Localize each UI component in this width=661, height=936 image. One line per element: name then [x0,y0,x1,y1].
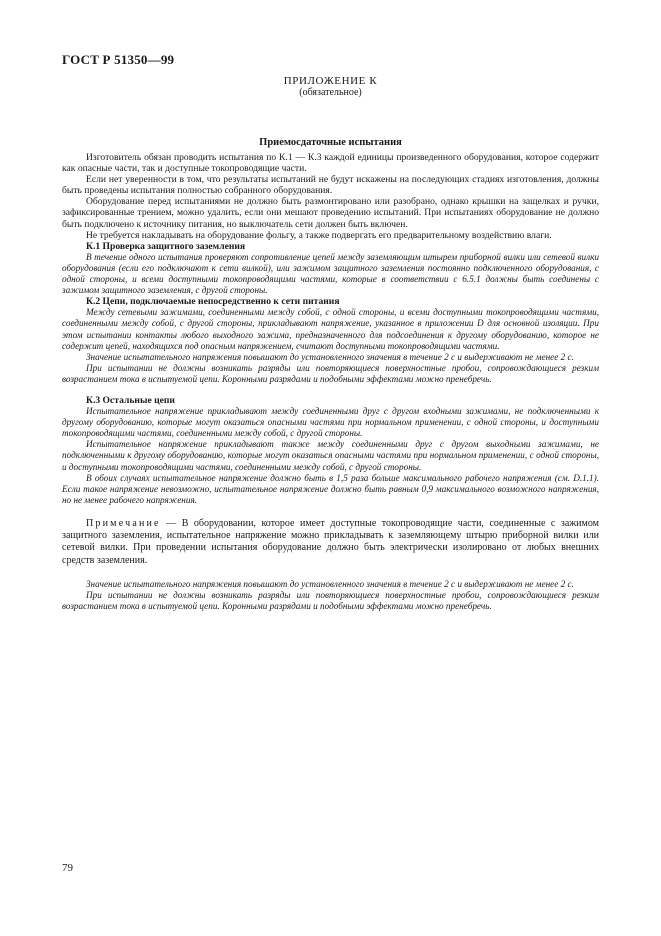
paragraph: Не требуется накладывать на оборудование фольгу, а также подвергать его предварительному воздействию влаги. [86,229,552,241]
k3-text: Испытательное напряжение прикладывают между соединенными друг с другом входными зажимами, не подключенными к другому оборудованию, которые могут оказаться опасными частями при нормальном применении, с одной стороны, и доступными токопроводящими частями, соединенными между собой, с другой стороны. [62,406,599,439]
k1-text: В течение одного испытания проверяют сопротивление цепей между заземляющим штырем приборной вилки или сетевой вилки оборудования (если его подключают к сети вилкой), или зажимом защитного заземления постоянно подключенного оборудования, с одной стороны, и всеми доступными токопроводящими частями, которые в соответствии с 6.5.1 должны быть соединены с зажимом защитного заземления, с другой стороны. [62,251,599,296]
section-title: Приемосдаточные испытания [259,137,402,148]
note-label: Примечание [86,517,161,529]
k2-heading: К.2 Цепи, подключаемые непосредственно к сети питания [86,296,340,308]
k3-text: В обоих случаях испытательное напряжение должно быть в 1,5 раза больше максимального рабочего напряжения (см. D.1.1). Если такое напряжение невозможно, испытательное напряжение должно быть равным 0,9 максимального возможного напряжения, но не менее рабочего напряжения. [62,472,599,505]
closing-text: Значение испытательного напряжения повышают до установленного значения в течение 2 с и выдерживают не менее 2 с. [86,578,574,589]
note-text: — В оборудовании, которое имеет доступные токопроводящие части, соединенные с зажимом защитного заземления, испытательное напряжение можно прикладывать к заземляющему штырю приборной вилки или сетевой вилки. При проведении испытания оборудование должно быть электрически изолировано от любых внешних средств заземления. [62,517,599,566]
closing-text: При испытании не должны возникать разряды или повторяющиеся поверхностные пробои, сопровождающиеся резким возрастанием тока в испытуемой цепи. Коронными разрядами и подобными эффектами можно пренебречь. [62,589,599,611]
k2-text: Между сетевыми зажимами, соединенными между собой, с одной стороны, и всеми доступными токопроводящими частями, соединенными между собой, с другой стороны, прикладывают напряжение, указанное в приложении D для основной изоляции. При этом испытании контакты любого выходного зажима, предназначенного для подсоединения к другому оборудованию, которое не содержит цепей, находящихся под опасным напряжением, считают доступными токопроводящими частями. [62,307,599,351]
k2-text: При испытании не должны возникать разряды или повторяющиеся поверхностные пробои, сопровождающиеся резким возрастанием тока в испытуемой цепи. Коронными разрядами и подобными эффектами можно пренебречь. [62,362,599,384]
appendix-subtitle: (обязательное) [299,87,362,98]
k3-heading: К.3 Остальные цепи [86,394,175,406]
document-body [62,152,599,612]
k3-text: Испытательное напряжение прикладывают также между соединенными друг с другом выходными зажимами, не подключенными к другому оборудованию, которые могут оказаться опасными частями при нормальном применении, с одной стороны, и доступными токопроводящими частями, соединенными между собой, с другой стороны. [62,439,599,472]
k1-heading: К.1 Проверка защитного заземления [86,240,246,252]
note-paragraph [62,518,599,567]
paragraph: Изготовитель обязан проводить испытания по К.1 — К.3 каждой единицы произведенного оборудования, которое содержит как опасные части, так и доступные токопроводящие части. [62,152,599,175]
standard-header: ГОСТ Р 51350—99 [62,52,175,67]
page-number: 79 [62,862,73,874]
k2-text: Значение испытательного напряжения повышают до установленного значения в течение 2 с и выдерживают не менее 2 с. [86,351,574,362]
appendix-title: ПРИЛОЖЕНИЕ К [283,75,378,87]
paragraph: Оборудование перед испытаниями не должно быть размонтировано или разобрано, однако крышки на защелках и ручки, зафиксированные трением, можно удалить, если они мешают проведению испытаний. При испытаниях оборудование не должно быть подключено к источнику питания, но выключатель сети должен быть включен. [62,196,599,230]
paragraph: Если нет уверенности в том, что результаты испытаний не будут искажены на последующих стадиях изготовления, должны быть проведены испытания полностью собранного оборудования. [62,174,599,197]
